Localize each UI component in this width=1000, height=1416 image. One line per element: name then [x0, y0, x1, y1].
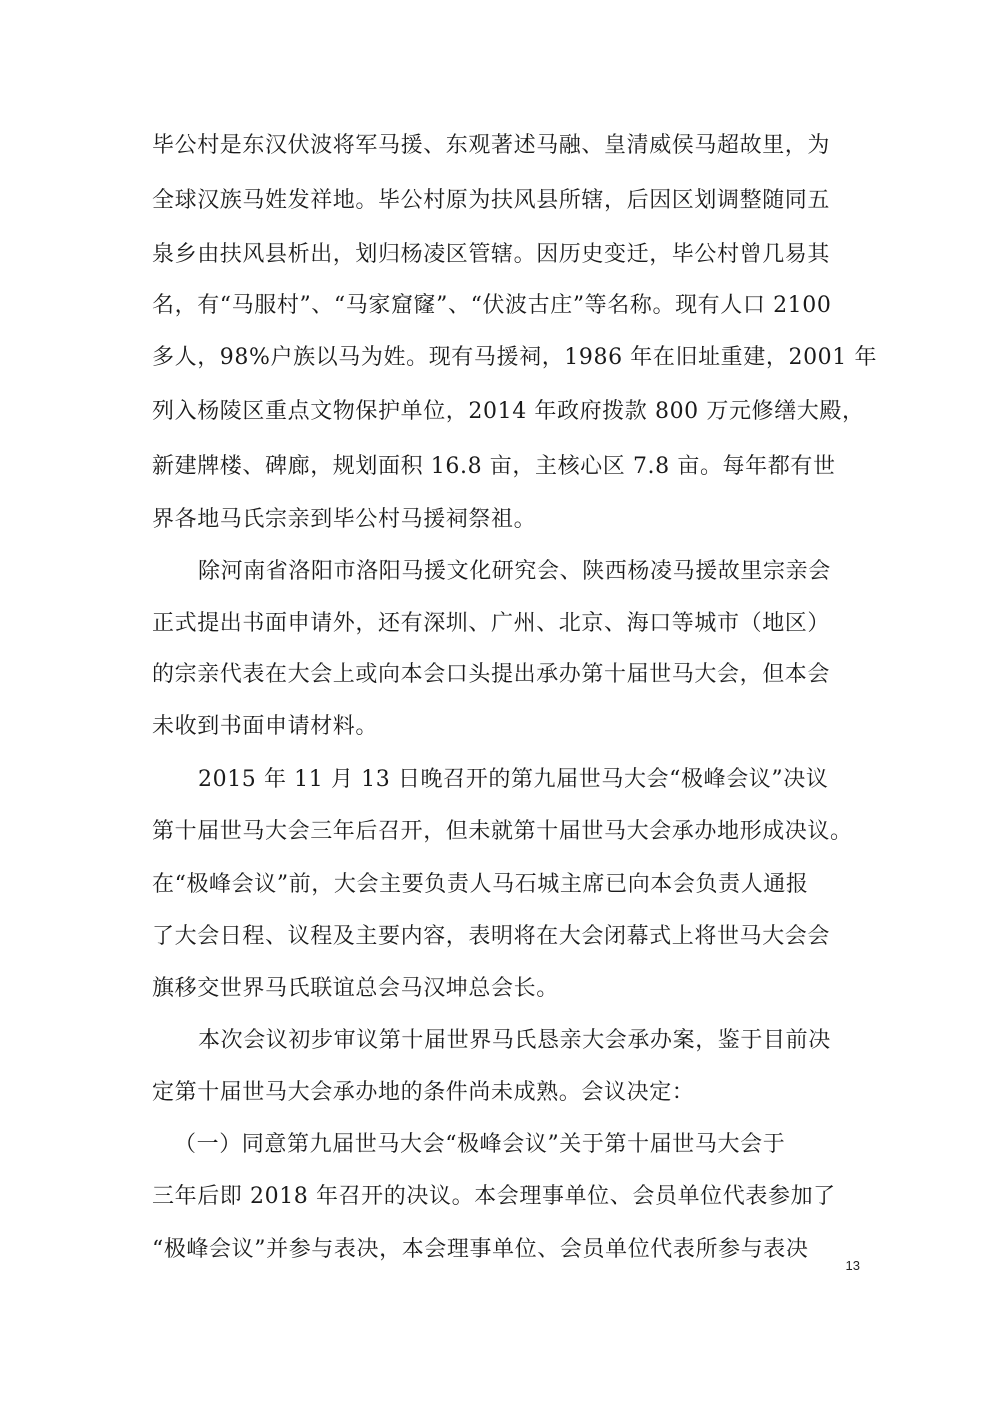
- text-line: 了大会日程、议程及主要内容，表明将在大会闭幕式上将世马大会会: [152, 924, 831, 949]
- text-line: 本次会议初步审议第十届世界马氏恳亲大会承办案，鉴于目前决: [198, 1028, 831, 1053]
- text-line: 界各地马氏宗亲到毕公村马援祠祭祖。: [152, 507, 537, 532]
- text-line: 在“极峰会议”前，大会主要负责人马石城主席已向本会负责人通报: [152, 872, 809, 897]
- text-line: 列入杨陵区重点文物保护单位，2014 年政府拨款 800 万元修缮大殿，: [152, 399, 865, 424]
- text-line: “极峰会议”并参与表决，本会理事单位、会员单位代表所参与表决: [152, 1237, 809, 1262]
- text-line: 定第十届世马大会承办地的条件尚未成熟。会议决定：: [152, 1080, 695, 1105]
- text-line: 第十届世马大会三年后召开，但未就第十届世马大会承办地形成决议。: [152, 819, 853, 844]
- text-line: 多人，98%户族以马为姓。现有马援祠，1986 年在旧址重建，2001 年: [152, 345, 878, 370]
- text-line: 正式提出书面申请外，还有深圳、广州、北京、海口等城市（地区）: [152, 611, 831, 636]
- text-line: 除河南省洛阳市洛阳马援文化研究会、陕西杨凌马援故里宗亲会: [198, 559, 831, 584]
- text-line: 新建牌楼、碑廊，规划面积 16.8 亩，主核心区 7.8 亩。每年都有世: [152, 454, 836, 479]
- text-line: 2015 年 11 月 13 日晚召开的第九届世马大会“极峰会议”决议: [198, 767, 829, 792]
- text-line: 泉乡由扶风县析出，划归杨凌区管辖。因历史变迁，毕公村曾几易其: [152, 242, 831, 267]
- text-line: 未收到书面申请材料。: [152, 714, 379, 739]
- text-line: 旗移交世界马氏联谊总会马汉坤总会长。: [152, 976, 559, 1001]
- page-number: 13: [845, 1258, 860, 1273]
- text-line: 的宗亲代表在大会上或向本会口头提出承办第十届世马大会，但本会: [152, 662, 831, 687]
- text-line: （一）同意第九届世马大会“极峰会议”关于第十届世马大会于: [174, 1132, 786, 1157]
- text-line: 毕公村是东汉伏波将军马援、东观著述马融、皇清威侯马超故里，为: [152, 133, 831, 158]
- text-line: 名，有“马服村”、“马家窟窿”、“伏波古庄”等名称。现有人口 2100: [152, 293, 832, 318]
- text-line: 全球汉族马姓发祥地。毕公村原为扶风县所辖，后因区划调整随同五: [152, 188, 831, 213]
- text-line: 三年后即 2018 年召开的决议。本会理事单位、会员单位代表参加了: [152, 1184, 836, 1209]
